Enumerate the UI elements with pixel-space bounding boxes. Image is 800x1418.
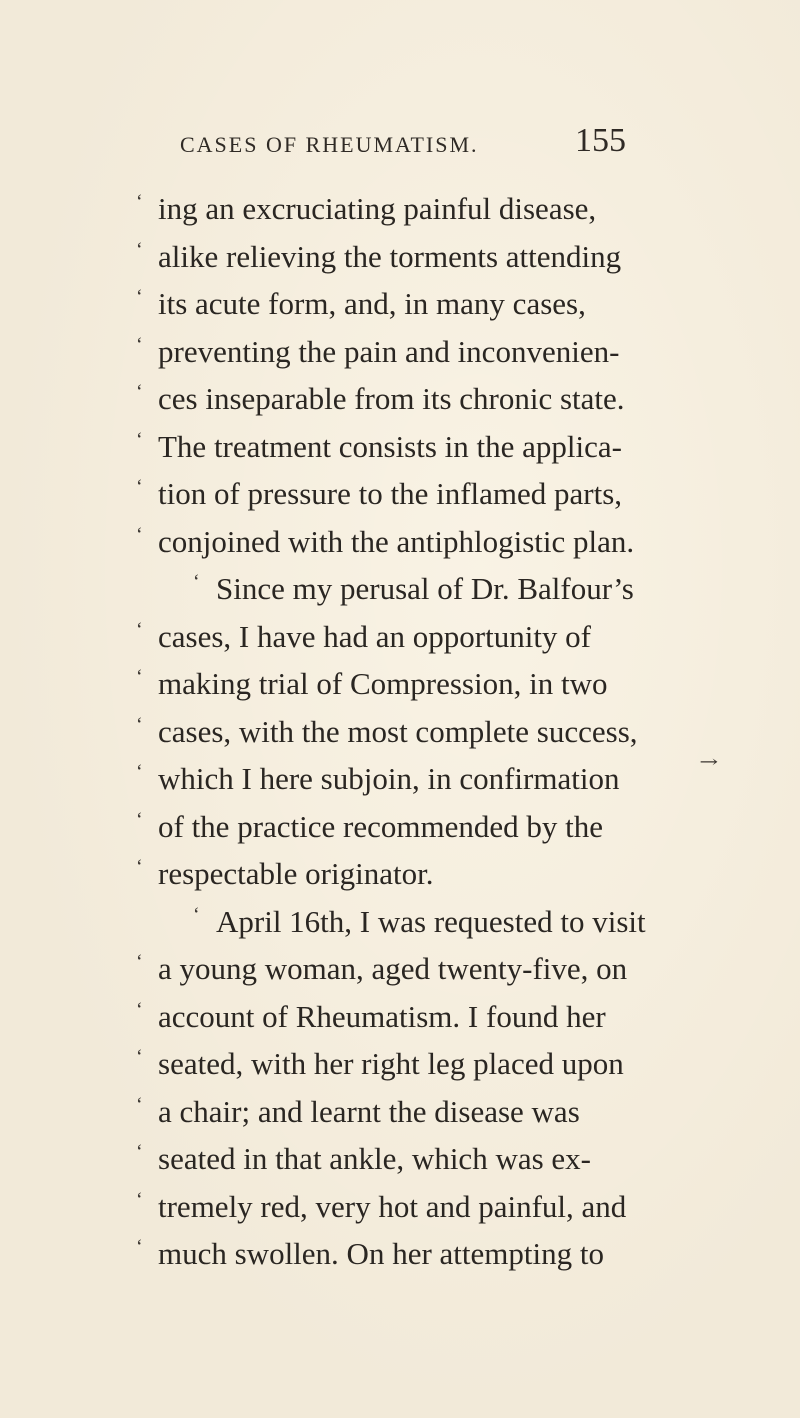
- line-text: conjoined with the antiphlogistic plan.: [158, 523, 635, 559]
- text-line: [0, 1230, 800, 1278]
- text-line: [0, 993, 800, 1041]
- line-text: alike relieving the torments attending: [158, 238, 622, 274]
- line-text: ces inseparable from its chronic state.: [158, 381, 625, 416]
- quote-mark: ‘: [136, 191, 143, 213]
- line-text: making trial of Compression, in two: [158, 666, 608, 701]
- quote-mark: ‘: [136, 1093, 143, 1116]
- quote-mark: ‘: [136, 381, 143, 403]
- line-text: seated in that ankle, which was ex-: [158, 1141, 591, 1176]
- text-line: [0, 1135, 800, 1183]
- quote-mark: ‘: [136, 951, 143, 973]
- text-line: [0, 850, 800, 898]
- quote-mark: ‘: [136, 286, 143, 308]
- line-text: The treatment consists in the applica-: [158, 428, 622, 464]
- line-text: April 16th, I was requested to visit: [216, 903, 646, 939]
- line-text: account of Rheumatism. I found her: [158, 998, 606, 1034]
- quote-mark: ‘: [136, 1236, 143, 1258]
- line-text: tremely red, very hot and painful, and: [158, 1188, 627, 1224]
- line-text: of the practice recommended by the: [158, 808, 603, 844]
- quote-mark: ‘: [136, 1188, 143, 1211]
- quote-mark: ‘: [136, 808, 143, 831]
- line-text: preventing the pain and inconvenien-: [158, 333, 620, 369]
- quote-mark: ‘: [136, 1141, 143, 1163]
- text-line: [0, 518, 800, 566]
- quote-mark: ‘: [136, 666, 143, 688]
- running-head: CASES OF RHEUMATISM.: [180, 132, 479, 157]
- quote-mark: ‘: [193, 903, 200, 926]
- line-text: a young woman, aged twenty-five, on: [158, 951, 628, 986]
- text-line: [0, 328, 800, 376]
- line-text: which I here subjoin, in confirmation: [158, 761, 620, 796]
- page-number: 155: [575, 122, 626, 159]
- line-text: respectable originator.: [158, 856, 434, 891]
- quote-mark: ‘: [136, 476, 143, 498]
- text-line: [0, 1040, 800, 1088]
- quote-mark: ‘: [193, 571, 200, 593]
- text-line: [0, 755, 800, 803]
- quote-mark: ‘: [136, 523, 143, 546]
- quote-mark: ‘: [136, 761, 143, 783]
- quote-mark: ‘: [136, 428, 143, 451]
- text-line: [0, 613, 800, 661]
- line-text: its acute form, and, in many cases,: [158, 286, 586, 321]
- text-line: [0, 423, 800, 471]
- text-line: [0, 280, 800, 328]
- body-text: [0, 185, 800, 1278]
- quote-mark: ‘: [136, 618, 143, 641]
- line-text: seated, with her right leg placed upon: [158, 1046, 624, 1081]
- text-line: [0, 565, 800, 613]
- line-text: Since my perusal of Dr. Balfour’s: [216, 571, 634, 606]
- quote-mark: ‘: [136, 1046, 143, 1068]
- text-line: [0, 1088, 800, 1136]
- line-text: ing an excruciating painful disease,: [158, 191, 597, 226]
- text-line: [0, 233, 800, 281]
- text-line: [0, 660, 800, 708]
- text-line: [0, 708, 800, 756]
- line-text: cases, with the most complete success,: [158, 713, 638, 749]
- text-line: [0, 945, 800, 993]
- margin-arrow-icon: →: [699, 752, 719, 771]
- line-text: cases, I have had an opportunity of: [158, 618, 592, 654]
- quote-mark: ‘: [136, 856, 143, 878]
- text-line: [0, 470, 800, 518]
- text-line: [0, 898, 800, 946]
- text-line: [0, 1183, 800, 1231]
- line-text: a chair; and learnt the disease was: [158, 1093, 580, 1129]
- line-text: much swollen. On her attempting to: [158, 1236, 604, 1271]
- line-text: tion of pressure to the inflamed parts,: [158, 476, 623, 511]
- quote-mark: ‘: [136, 333, 143, 356]
- quote-mark: ‘: [136, 713, 143, 736]
- text-line: [0, 375, 800, 423]
- text-line: [0, 185, 800, 233]
- quote-mark: ‘: [136, 998, 143, 1021]
- quote-mark: ‘: [136, 238, 143, 261]
- text-line: [0, 803, 800, 851]
